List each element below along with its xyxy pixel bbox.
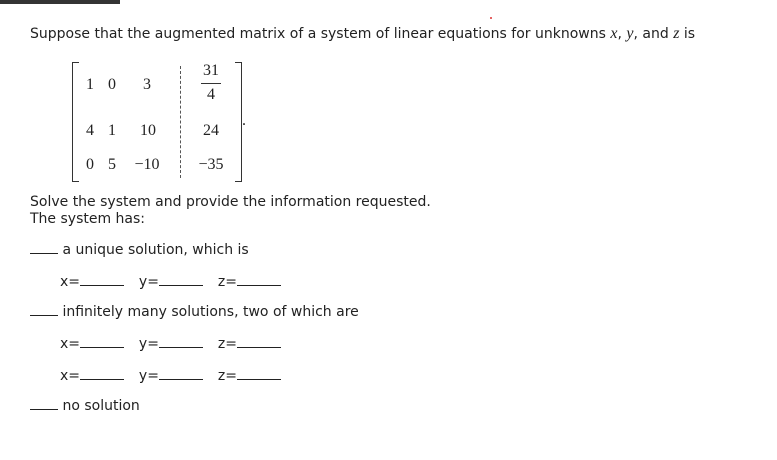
unique-y-input[interactable] xyxy=(159,285,203,286)
matrix-cell-r1c0: 4 xyxy=(86,122,94,139)
clipped-question-header xyxy=(0,0,120,4)
z-label: z= xyxy=(217,368,237,384)
infinite-solutions-label: infinitely many solutions, two of which are xyxy=(62,304,359,320)
problem-statement xyxy=(30,25,695,43)
system-has-label: The system has: xyxy=(30,211,146,227)
matrix-right-bracket xyxy=(235,62,242,182)
aug-r0-denominator: 4 xyxy=(207,86,215,103)
instruction-line: Solve the system and provide the information requested. xyxy=(30,194,431,210)
matrix-cell-r1c1: 1 xyxy=(108,122,116,139)
y-label: y= xyxy=(138,336,159,352)
infinite-answer-row-1 xyxy=(60,336,281,352)
option-unique xyxy=(30,242,249,258)
matrix-cell-r0c2: 3 xyxy=(143,76,151,93)
infinite2-y-input[interactable] xyxy=(159,379,203,380)
option-none xyxy=(30,398,140,414)
prompt-is: is xyxy=(679,26,696,42)
z-label: z= xyxy=(217,336,237,352)
matrix-cell-r0c0: 1 xyxy=(86,76,94,93)
matrix-cell-r2c2: −10 xyxy=(134,156,160,173)
unique-z-input[interactable] xyxy=(237,285,281,286)
infinite1-x-input[interactable] xyxy=(80,347,124,348)
var-x: x xyxy=(610,25,618,42)
matrix-left-bracket xyxy=(72,62,79,182)
none-choice-blank[interactable] xyxy=(30,409,58,410)
z-label: z= xyxy=(217,274,237,290)
matrix-cell-r2c0: 0 xyxy=(86,156,94,173)
unique-solution-label: a unique solution, which is xyxy=(62,242,249,258)
var-y: y xyxy=(626,25,634,42)
no-solution-label: no solution xyxy=(62,398,140,414)
infinite2-z-input[interactable] xyxy=(237,379,281,380)
aug-r0-numerator: 31 xyxy=(203,62,219,79)
red-marker-dot xyxy=(490,17,492,19)
matrix-period: . xyxy=(242,112,246,129)
option-infinite xyxy=(30,304,359,320)
augmented-matrix xyxy=(72,62,242,180)
matrix-cell-r0c1: 0 xyxy=(108,76,116,93)
matrix-cell-r1c2: 10 xyxy=(140,122,156,139)
prompt-comma: , xyxy=(617,26,627,42)
augmented-separator xyxy=(180,66,181,178)
aug-r2: −35 xyxy=(198,156,224,173)
infinite-answer-row-2 xyxy=(60,368,281,384)
y-label: y= xyxy=(138,274,159,290)
x-label: x= xyxy=(60,336,81,352)
x-label: x= xyxy=(60,368,81,384)
infinite1-y-input[interactable] xyxy=(159,347,203,348)
aug-r1: 24 xyxy=(203,122,219,139)
unique-choice-blank[interactable] xyxy=(30,253,58,254)
matrix-cell-r2c1: 5 xyxy=(108,156,116,173)
unique-answer-row xyxy=(60,274,281,290)
infinite-choice-blank[interactable] xyxy=(30,315,58,316)
y-label: y= xyxy=(138,368,159,384)
fraction-bar xyxy=(201,83,221,84)
prompt-and: , and xyxy=(633,26,674,42)
var-z: z xyxy=(673,25,680,42)
unique-x-input[interactable] xyxy=(80,285,124,286)
prompt-text: Suppose that the augmented matrix of a system of linear equations for unknowns xyxy=(30,26,611,42)
infinite2-x-input[interactable] xyxy=(80,379,124,380)
x-label: x= xyxy=(60,274,81,290)
infinite1-z-input[interactable] xyxy=(237,347,281,348)
